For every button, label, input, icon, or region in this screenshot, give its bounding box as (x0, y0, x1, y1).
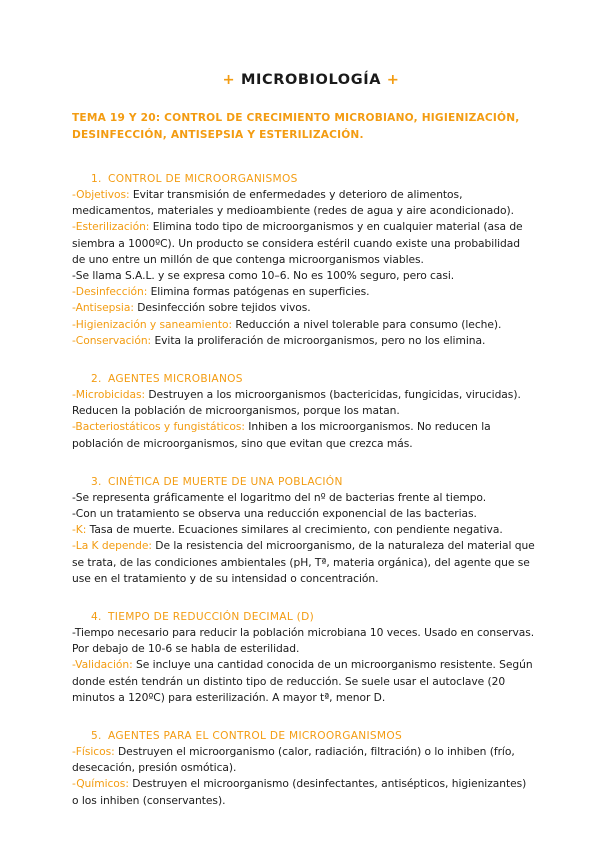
paragraph-line (72, 490, 536, 506)
term-label: -Objetivos: (72, 188, 130, 201)
term-label: -K: (72, 523, 87, 537)
section-heading (72, 609, 536, 625)
paragraph-text: -Con un tratamiento se observa una reducción exponencial de las bacterias. (72, 507, 477, 521)
paragraph-text: -Tiempo necesario para reducir la población microbiana 10 veces. Usado en conservas. Por debajo de 10-6 se habla de esterilidad. (72, 626, 535, 656)
term-label: -Antisepsia: (72, 301, 134, 315)
section-heading (72, 371, 536, 387)
paragraph-text: -Se llama S.A.L. y se expresa como 10–6. No es 100% seguro, pero casi. (72, 269, 455, 283)
paragraph-text: Evita la proliferación de microorganismos, pero no los elimina. (151, 333, 486, 347)
section-3 (72, 474, 536, 587)
section-5 (72, 728, 536, 809)
document-subtitle: TEMA 19 Y 20: CONTROL DE CRECIMIENTO MICROBIANO, HIGIENIZACIÓN, DESINFECCIÓN, ANTISEPSIA Y ESTERILIZACIÓN. (72, 112, 520, 141)
paragraph-text: Inhiben a los microorganismos. No reducen la población de microorganismos, sino que evitan que crezca más. (72, 420, 491, 450)
section-title: AGENTES MICROBIANOS (108, 373, 243, 386)
term-label: -Químicos: (72, 777, 129, 791)
paragraph-text: Elimina todo tipo de microorganismos y en cualquier material (asa de siembra a 1000ºC). Un producto se considera estéril cuando existe una probabilidad de uno entre un millón de que contenga microorganismos viables. (72, 220, 523, 266)
paragraph-line (72, 333, 536, 349)
paragraph-line (72, 506, 536, 522)
paragraph-text: Destruyen el microorganismo (calor, radiación, filtración) o lo inhiben (frío, desecación, presión osmótica). (72, 745, 515, 775)
title-text: MICROBIOLOGÍA (240, 72, 382, 88)
term-label: -Validación: (72, 658, 133, 672)
paragraph-line (72, 187, 536, 219)
paragraph-line (72, 419, 536, 451)
paragraph-text: Destruyen a los microorganismos (bactericidas, fungicidas, virucidas). Reducen la población de microorganismos, porque los matan. (72, 388, 521, 418)
section-heading (72, 728, 536, 744)
paragraph-text: Destruyen el microorganismo (desinfectantes, antisépticos, higienizantes) o los inhiben (conservantes). (72, 777, 527, 807)
paragraph-line (72, 522, 536, 538)
section-title: CINÉTICA DE MUERTE DE UNA POBLACIÓN (108, 475, 343, 488)
section-heading (72, 171, 536, 187)
term-label: -Esterilización: (72, 220, 150, 234)
term-label: -Microbicidas: (72, 388, 146, 402)
paragraph-line (72, 268, 536, 284)
section-4 (72, 609, 536, 706)
paragraph-text: Desinfección sobre tejidos vivos. (133, 301, 311, 315)
section-title: TIEMPO DE REDUCCIÓN DECIMAL (D) (108, 611, 315, 624)
paragraph-line (72, 776, 536, 808)
section-title: CONTROL DE MICROORGANISMOS (108, 173, 298, 185)
term-label: -Conservación: (72, 333, 152, 347)
paragraph-text: Elimina formas patógenas en superficies. (147, 285, 370, 299)
paragraph-text: -Se representa gráficamente el logaritmo del nº de bacterias frente al tiempo. (72, 490, 487, 504)
paragraph-line (72, 284, 536, 300)
term-label: -Desinfección: (72, 285, 148, 299)
section-number: 5. (91, 730, 102, 743)
term-label: -Físicos: (72, 745, 115, 759)
paragraph-line (72, 657, 536, 706)
document-title (72, 72, 536, 88)
term-label: -Higienización y saneamiento: (72, 317, 232, 331)
paragraph-line (72, 219, 536, 268)
section-number: 2. (91, 373, 102, 386)
section-number: 1. (91, 173, 102, 185)
title-plus-left: + (222, 72, 236, 88)
section-number: 3. (91, 475, 102, 488)
paragraph-line (72, 387, 536, 419)
sections-container (72, 171, 536, 809)
term-label: -La K depende: (72, 539, 152, 553)
paragraph-text: Evitar transmisión de enfermedades y deterioro de alimentos, medicamentos, materiales y medioambiente (redes de agua y aire acondicionado). (72, 188, 514, 218)
paragraph-text: Se incluye una cantidad conocida de un microorganismo resistente. Según donde estén tendrán un distinto tipo de reducción. Se suele usar el autoclave (20 minutos a 120ºC) para esterilización. A mayor tª, menor D. (72, 658, 533, 704)
paragraph-line (72, 317, 536, 333)
term-label: -Bacteriostáticos y fungistáticos: (72, 420, 245, 434)
paragraph-text: Tasa de muerte. Ecuaciones similares al crecimiento, con pendiente negativa. (86, 523, 503, 537)
title-plus-right: + (386, 72, 400, 88)
paragraph-text: Reducción a nivel tolerable para consumo (leche). (232, 317, 502, 331)
paragraph-line (72, 625, 536, 657)
section-title: AGENTES PARA EL CONTROL DE MICROORGANISMOS (108, 730, 403, 743)
section-1 (72, 171, 536, 349)
section-heading (72, 474, 536, 490)
section-2 (72, 371, 536, 452)
paragraph-line (72, 538, 536, 587)
paragraph-text: De la resistencia del microorganismo, de la naturaleza del material que se trata, de las condiciones ambientales (pH, Tª, materia orgánica), del agente que se use en el tratamiento y de su intensidad o concentración. (72, 539, 535, 585)
paragraph-line (72, 744, 536, 776)
paragraph-line (72, 300, 536, 316)
section-number: 4. (91, 611, 102, 624)
